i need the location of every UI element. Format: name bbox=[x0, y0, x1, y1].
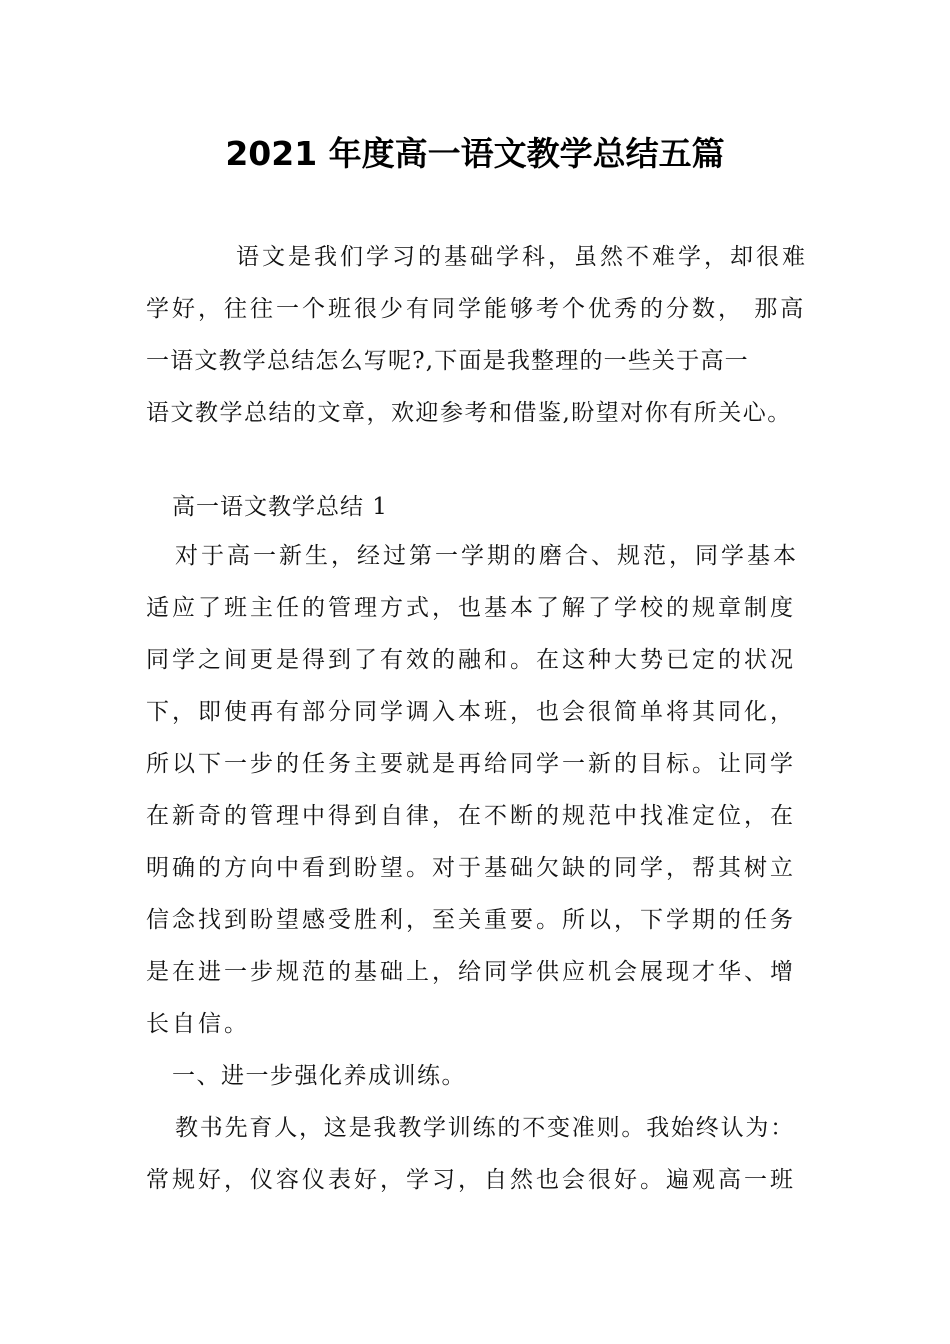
closing-line: 常规好，仪容仪表好，学习，自然也会很好。遍观高一班 bbox=[146, 1167, 796, 1193]
body-line: 对于高一新生，经过第一学期的磨合、规范，同学基本 bbox=[175, 543, 799, 569]
body-line: 所以下一步的任务主要就是再给同学一新的目标。让同学 bbox=[146, 751, 796, 777]
intro-line: 一语文教学总结怎么写呢?,下面是我整理的一些关于高一 bbox=[146, 348, 749, 374]
intro-line: 学好，往往一个班很少有同学能够考个优秀的分数， 那高 bbox=[146, 296, 807, 322]
body-line: 适应了班主任的管理方式，也基本了解了学校的规章制度 bbox=[146, 595, 796, 621]
body-line: 明确的方向中看到盼望。对于基础欠缺的同学，帮其树立 bbox=[146, 855, 796, 881]
body-line: 在新奇的管理中得到自律，在不断的规范中找准定位，在 bbox=[146, 803, 796, 829]
body-line: 信念找到盼望感受胜利，至关重要。所以，下学期的任务 bbox=[146, 907, 796, 933]
closing-line: 教书先育人，这是我教学训练的不变准则。我始终认为： bbox=[175, 1115, 795, 1141]
intro-line: 语文是我们学习的基础学科，虽然不难学，却很难 bbox=[236, 244, 808, 270]
body-line: 同学之间更是得到了有效的融和。在这种大势已定的状况 bbox=[146, 647, 796, 673]
body-line: 下，即使再有部分同学调入本班，也会很简单将其同化， bbox=[146, 699, 796, 725]
body-line: 长自信。 bbox=[146, 1011, 250, 1037]
intro-line: 语文教学总结的文章，欢迎参考和借鉴,盼望对你有所关心。 bbox=[146, 400, 792, 426]
section-heading: 高一语文教学总结 1 bbox=[172, 494, 388, 520]
body-line: 是在进一步规范的基础上，给同学供应机会展现才华、增 bbox=[146, 959, 796, 985]
document-title: 2021 年度高一语文教学总结五篇 bbox=[225, 134, 725, 173]
subheading: 一、进一步强化养成训练。 bbox=[172, 1063, 466, 1089]
